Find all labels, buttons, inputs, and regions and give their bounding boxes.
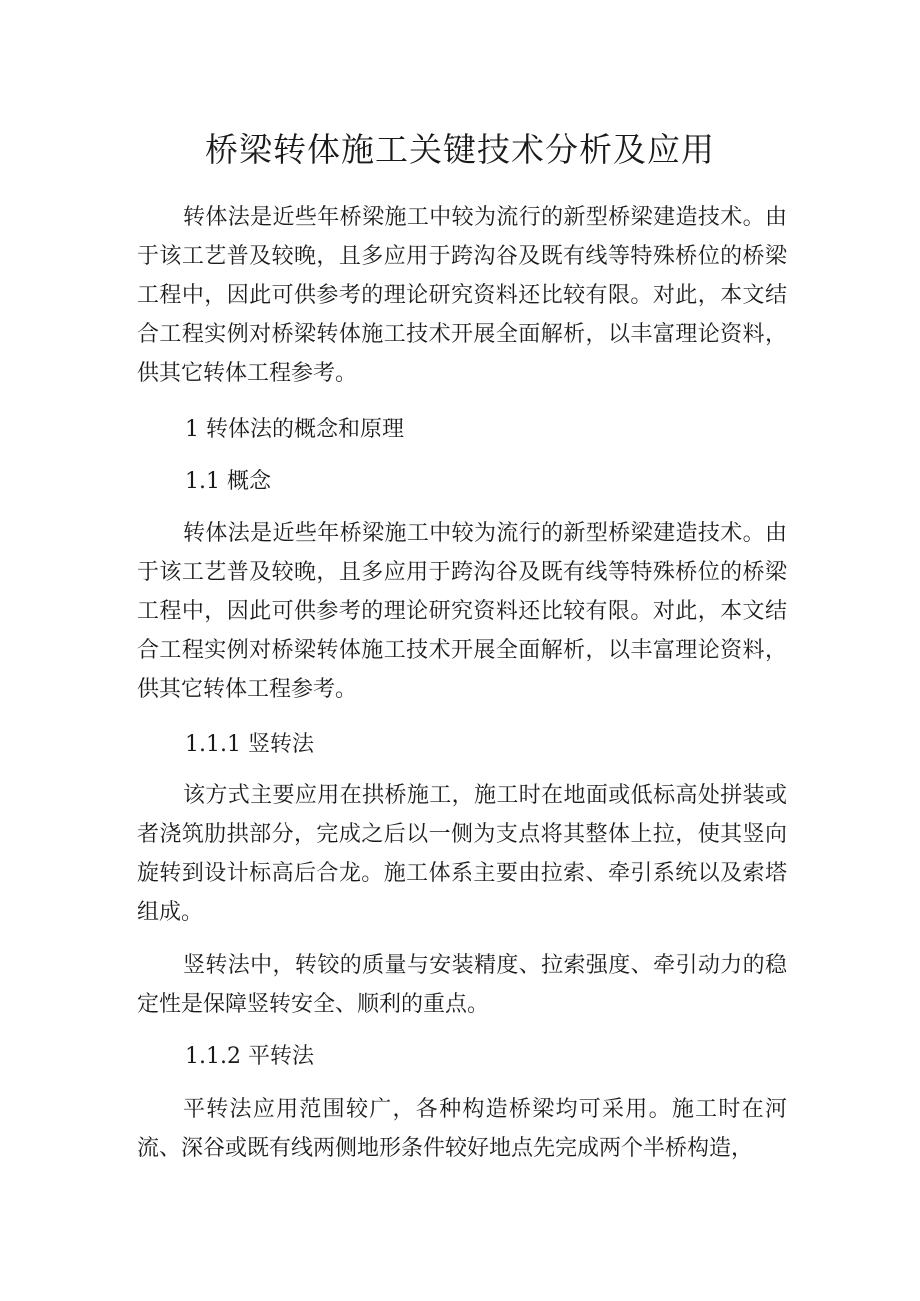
section-heading-1-1-1: 1.1.1 竖转法 bbox=[185, 732, 314, 757]
section-heading-1: 1 转体法的概念和原理 bbox=[185, 417, 404, 442]
section-heading-1-1: 1.1 概念 bbox=[185, 469, 271, 494]
section-1-1-2-paragraph: 平转法应用范围较广，各种构造桥梁均可采用。施工时在河流、深谷或既有线两侧地形条件较好地点先完成两个半桥构造， bbox=[137, 1097, 787, 1161]
section-1-1-paragraph: 转体法是近些年桥梁施工中较为流行的新型桥梁建造技术。由于该工艺普及较晚，且多应用于跨沟谷及既有线等特殊桥位的桥梁工程中，因此可供参考的理论研究资料还比较有限。对此，本文结合工程实例对桥梁转体施工技术开展全面解析，以丰富理论资料，供其它转体工程参考。 bbox=[137, 521, 787, 702]
section-1-1-1-paragraph-2: 竖转法中，转铰的质量与安装精度、拉索强度、牵引动力的稳定性是保障竖转安全、顺利的重点。 bbox=[137, 953, 787, 1017]
document-title: 桥梁转体施工关键技术分析及应用 bbox=[205, 130, 715, 169]
section-1-1-1-paragraph-1: 该方式主要应用在拱桥施工，施工时在地面或低标高处拼装或者浇筑肋拱部分，完成之后以一侧为支点将其整体上拉，使其竖向旋转到设计标高后合龙。施工体系主要由拉索、牵引系统以及索塔组成。 bbox=[137, 783, 787, 925]
section-heading-1-1-2: 1.1.2 平转法 bbox=[185, 1044, 314, 1069]
intro-paragraph: 转体法是近些年桥梁施工中较为流行的新型桥梁建造技术。由于该工艺普及较晚，且多应用于跨沟谷及既有线等特殊桥位的桥梁工程中，因此可供参考的理论研究资料还比较有限。对此，本文结合工程实例对桥梁转体施工技术开展全面解析，以丰富理论资料，供其它转体工程参考。 bbox=[137, 205, 787, 386]
